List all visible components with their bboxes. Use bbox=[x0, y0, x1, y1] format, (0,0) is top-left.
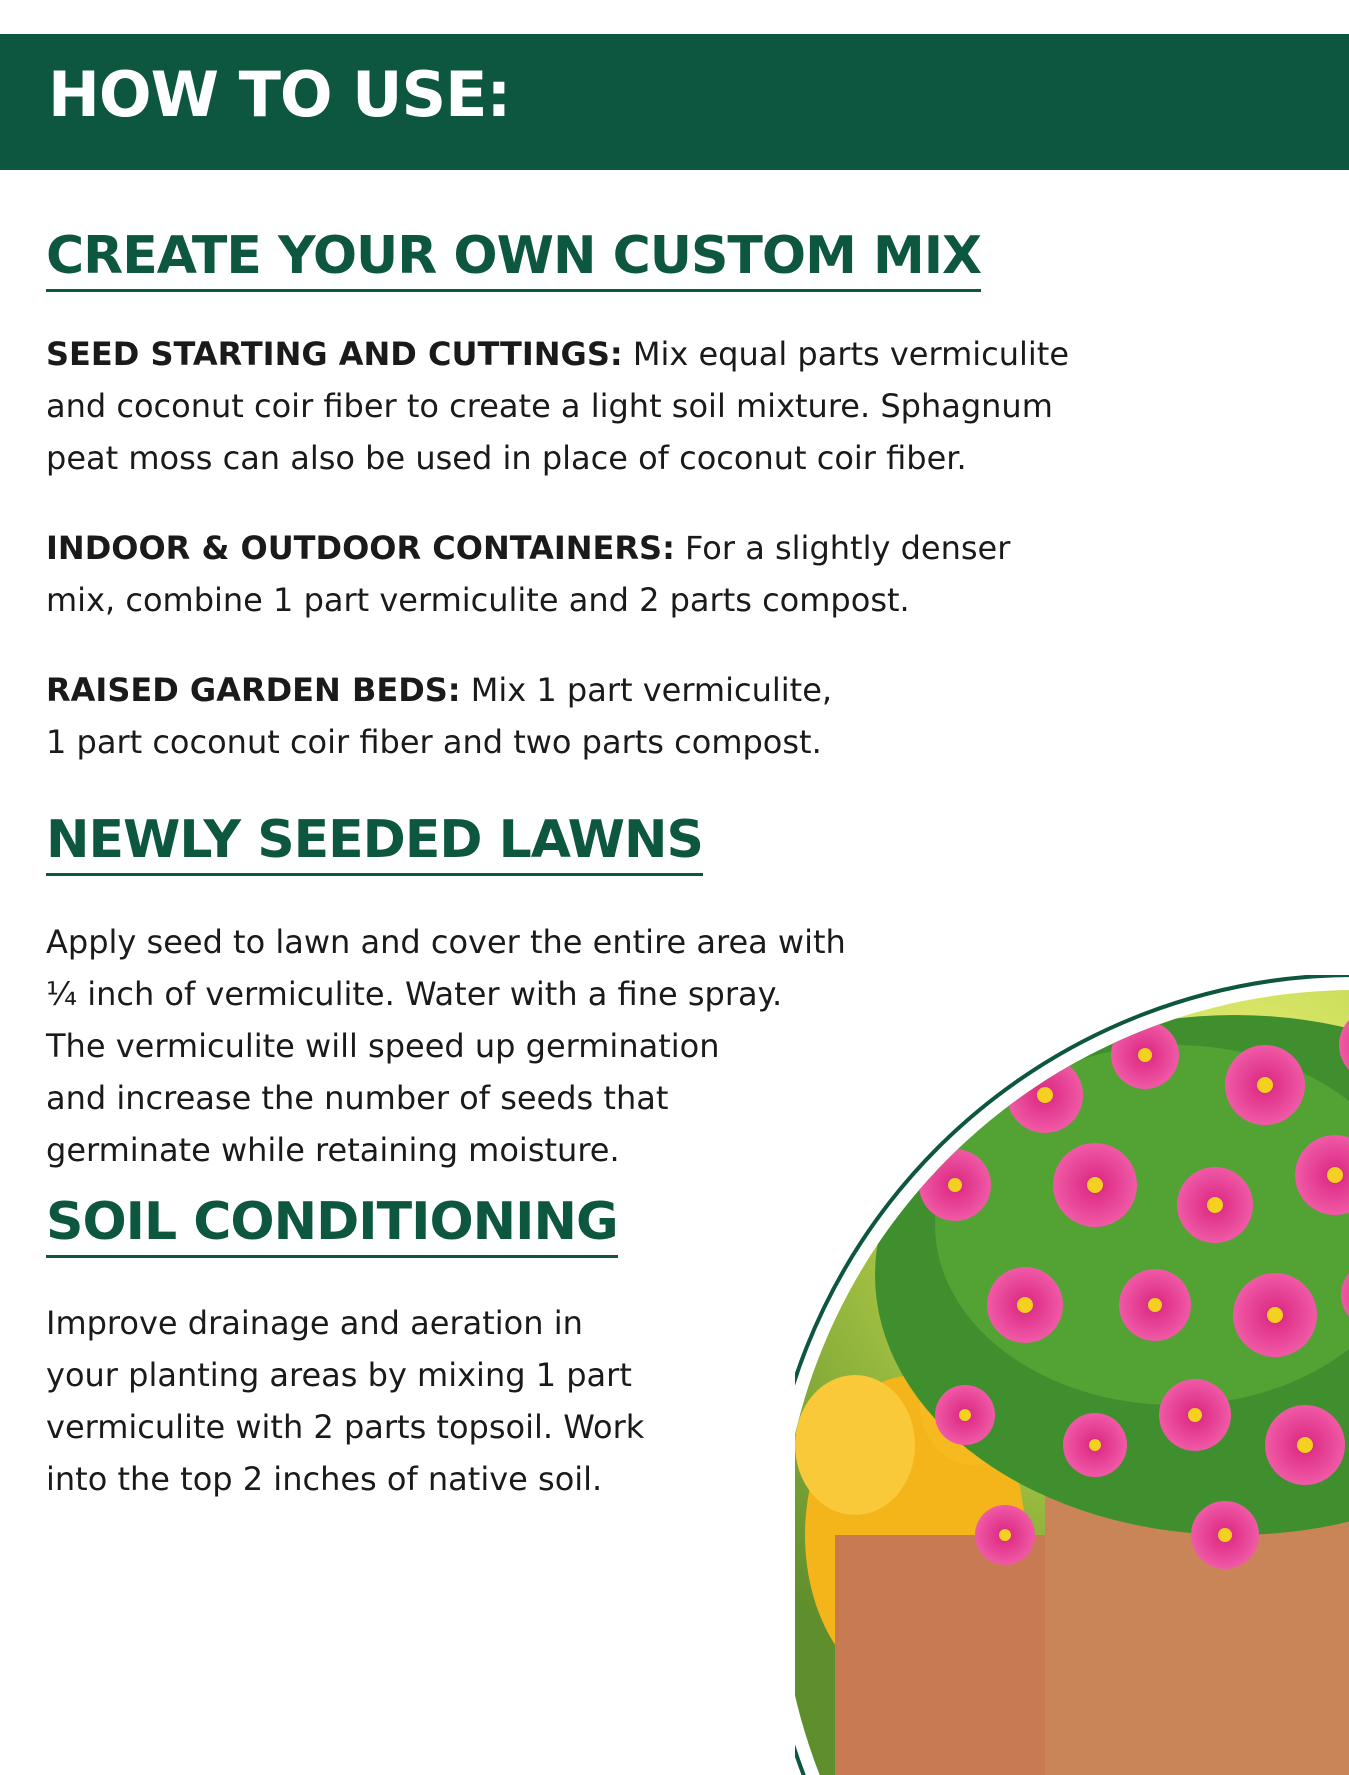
raised-beds-line-1: Mix 1 part vermiculite, bbox=[460, 671, 833, 709]
lawns-line-4: and increase the number of seeds that bbox=[46, 1079, 669, 1117]
soil-line-1: Improve drainage and aeration in bbox=[46, 1304, 583, 1342]
seed-starting-line-1: Mix equal parts vermiculite bbox=[622, 335, 1070, 373]
soil-line-4: into the top 2 inches of native soil. bbox=[46, 1460, 603, 1498]
raised-beds-paragraph bbox=[46, 664, 832, 768]
lawns-line-5: germinate while retaining moisture. bbox=[46, 1131, 620, 1169]
raised-beds-line-2: 1 part coconut coir fiber and two parts compost. bbox=[46, 723, 822, 761]
page-title: HOW TO USE: bbox=[48, 58, 511, 131]
how-to-use-banner bbox=[0, 34, 1349, 170]
lawns-line-1: Apply seed to lawn and cover the entire area with bbox=[46, 923, 846, 961]
seed-starting-paragraph bbox=[46, 328, 1069, 484]
custom-mix-heading: CREATE YOUR OWN CUSTOM MIX bbox=[46, 228, 981, 292]
soil-line-2: your planting areas by mixing 1 part bbox=[46, 1356, 632, 1394]
containers-line-1: For a slightly denser bbox=[674, 529, 1011, 567]
containers-paragraph bbox=[46, 522, 1010, 626]
lawns-line-3: The vermiculite will speed up germination bbox=[46, 1027, 720, 1065]
containers-line-2: mix, combine 1 part vermiculite and 2 parts compost. bbox=[46, 581, 910, 619]
soil-paragraph bbox=[46, 1297, 644, 1505]
soil-line-3: vermiculite with 2 parts topsoil. Work bbox=[46, 1408, 645, 1446]
lawns-paragraph bbox=[46, 916, 846, 1176]
lawns-line-2: ¼ inch of vermiculite. Water with a fine spray. bbox=[46, 975, 783, 1013]
seed-starting-label: SEED STARTING AND CUTTINGS: bbox=[46, 335, 623, 373]
flower-pot-photo bbox=[795, 975, 1349, 1775]
containers-label: INDOOR & OUTDOOR CONTAINERS: bbox=[46, 529, 675, 567]
flower-photo-illustration bbox=[795, 975, 1349, 1775]
seed-starting-line-3: peat moss can also be used in place of coconut coir fiber. bbox=[46, 439, 967, 477]
lawns-heading: NEWLY SEEDED LAWNS bbox=[46, 812, 703, 876]
seed-starting-line-2: and coconut coir fiber to create a light soil mixture. Sphagnum bbox=[46, 387, 1053, 425]
raised-beds-label: RAISED GARDEN BEDS: bbox=[46, 671, 461, 709]
soil-heading: SOIL CONDITIONING bbox=[46, 1194, 618, 1258]
